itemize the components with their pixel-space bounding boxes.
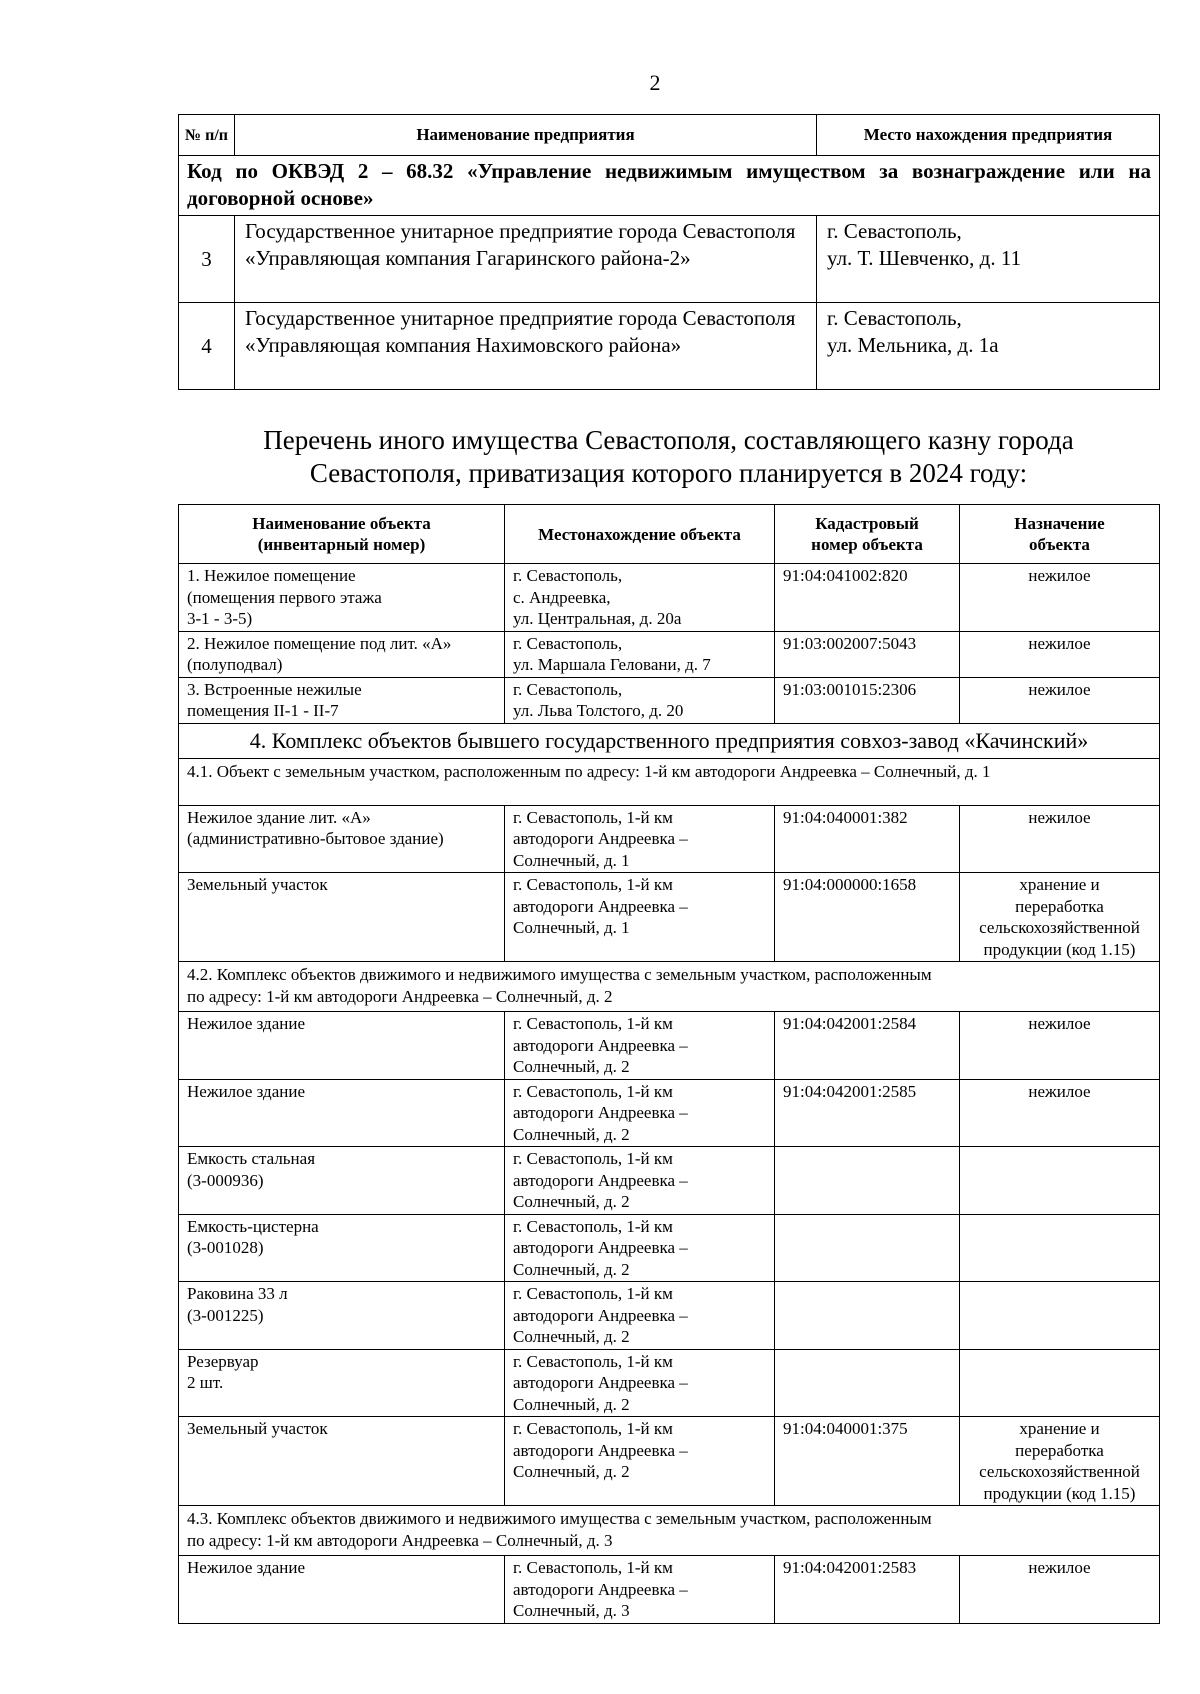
- object-purpose: [960, 677, 1160, 723]
- object-location-line: автодороги Андреевка –: [513, 1170, 688, 1190]
- property-list-title: [178, 424, 1159, 490]
- object-location-line: Солнечный, д. 2: [513, 1327, 630, 1346]
- object-name-line: (помещения первого этажа: [187, 587, 382, 607]
- header-object-location: Местонахождение объекта: [505, 505, 775, 564]
- object-location-line: г. Севастополь, 1-й км: [513, 1419, 673, 1438]
- object-location-line: г. Севастополь,: [513, 633, 623, 653]
- object-purpose: [960, 805, 1160, 873]
- enterprise-name: Государственное унитарное предприятие города Севастополя «Управляющая компания Гагаринского района-2»: [235, 216, 817, 303]
- table-row: [179, 1282, 1160, 1350]
- header-cadastral: [775, 505, 960, 564]
- object-name: [179, 1079, 505, 1147]
- object-purpose: [960, 1282, 1160, 1350]
- object-purpose-line: хранение и: [1019, 1419, 1100, 1438]
- object-name-line: 2. Нежилое помещение под лит. «А»: [187, 633, 452, 653]
- header-purpose: [960, 505, 1160, 564]
- okved-section-row: [179, 156, 1160, 216]
- object-name-line: 2 шт.: [187, 1373, 224, 1392]
- cadastral-number: 91:04:041002:820: [775, 564, 960, 632]
- object-name: [179, 564, 505, 632]
- subgroup-4-3-title: [179, 1506, 1160, 1556]
- cadastral-number: 91:04:042001:2584: [775, 1012, 960, 1080]
- enterprise-num: 3: [179, 216, 235, 303]
- cadastral-number: [775, 1147, 960, 1215]
- object-location-line: ул. Центральная, д. 20а: [513, 609, 682, 628]
- header-enterprise-name: Наименование предприятия: [235, 115, 817, 156]
- object-name-line: помещения II-1 - II-7: [187, 701, 339, 720]
- property-rows-main: [179, 564, 1160, 724]
- cadastral-number: 91:03:001015:2306: [775, 677, 960, 723]
- object-location: [505, 873, 775, 962]
- object-purpose-line: переработка: [1015, 896, 1104, 916]
- object-location-line: г. Севастополь, 1-й км: [513, 1284, 673, 1303]
- cadastral-number: 91:04:000000:1658: [775, 873, 960, 962]
- object-purpose: [960, 1214, 1160, 1282]
- object-name: [179, 1147, 505, 1215]
- cadastral-number: 91:03:002007:5043: [775, 631, 960, 677]
- object-name-line: Нежилое здание: [187, 1014, 305, 1033]
- object-location-line: г. Севастополь, 1-й км: [513, 807, 673, 827]
- object-location-line: ул. Льва Толстого, д. 20: [513, 701, 684, 720]
- table-row: [179, 303, 1160, 390]
- object-name-line: (3-001225): [187, 1305, 264, 1325]
- object-name-line: 3-1 - 3-5): [187, 609, 253, 628]
- cadastral-number: 91:04:040001:382: [775, 805, 960, 873]
- enterprise-table: [178, 114, 1160, 390]
- header-line: Кадастровый: [815, 514, 919, 533]
- object-purpose-line: нежилое: [1028, 679, 1091, 699]
- object-location-line: г. Севастополь, 1-й км: [513, 1351, 673, 1371]
- object-location-line: Солнечный, д. 2: [513, 1057, 630, 1076]
- object-location-line: Солнечный, д. 2: [513, 1462, 630, 1481]
- object-location-line: автодороги Андреевка –: [513, 1238, 688, 1257]
- object-location-line: с. Андреевка,: [513, 587, 611, 607]
- object-location: [505, 805, 775, 873]
- group-4-title: 4. Комплекс объектов бывшего государственного предприятия совхоз-завод «Качинский»: [179, 723, 1160, 758]
- object-location: [505, 631, 775, 677]
- table-row: [179, 1349, 1160, 1417]
- object-location-line: г. Севастополь, 1-й км: [513, 1081, 673, 1101]
- object-location-line: ул. Маршала Геловани, д. 7: [513, 655, 711, 674]
- subgroup-title-line: по адресу: 1-й км автодороги Андреевка – Солнечный, д. 3: [187, 1530, 613, 1550]
- object-location-line: Солнечный, д. 2: [513, 1192, 630, 1211]
- table-row: [179, 805, 1160, 873]
- object-purpose: [960, 1417, 1160, 1506]
- object-location-line: автодороги Андреевка –: [513, 829, 688, 848]
- subgroup-row: [179, 962, 1160, 1012]
- object-purpose-line: сельскохозяйственной: [979, 1462, 1140, 1481]
- header-line: Назначение: [1014, 514, 1105, 533]
- header-enterprise-location: Место нахождения предприятия: [817, 115, 1160, 156]
- object-location: [505, 1214, 775, 1282]
- object-name: [179, 1417, 505, 1506]
- enterprise-location: [817, 216, 1160, 303]
- header-line: номер объекта: [811, 535, 923, 554]
- table-row: [179, 873, 1160, 962]
- object-location: [505, 1556, 775, 1624]
- location-city: г. Севастополь,: [827, 219, 962, 243]
- table-row: [179, 1214, 1160, 1282]
- object-location-line: Солнечный, д. 3: [513, 1601, 630, 1620]
- object-location: [505, 1079, 775, 1147]
- cadastral-number: [775, 1349, 960, 1417]
- property-rows-4-2: [179, 1012, 1160, 1506]
- object-purpose: [960, 1349, 1160, 1417]
- object-purpose-line: продукции (код 1.15): [983, 939, 1136, 959]
- object-name: [179, 1214, 505, 1282]
- subgroup-row: [179, 758, 1160, 805]
- object-location-line: г. Севастополь, 1-й км: [513, 1558, 673, 1577]
- object-name: [179, 1012, 505, 1080]
- enterprise-location: [817, 303, 1160, 390]
- object-name-line: Резервуар: [187, 1351, 259, 1371]
- object-name-line: (3-001028): [187, 1238, 264, 1257]
- object-name-line: 3. Встроенные нежилые: [187, 679, 362, 699]
- object-name-line: Емкость стальная: [187, 1149, 316, 1168]
- cadastral-number: [775, 1214, 960, 1282]
- table-row: [179, 564, 1160, 632]
- cadastral-number: [775, 1282, 960, 1350]
- subgroup-title-line: по адресу: 1-й км автодороги Андреевка – Солнечный, д. 2: [187, 986, 613, 1006]
- object-name: [179, 873, 505, 962]
- header-line: объекта: [1029, 535, 1090, 554]
- object-location-line: автодороги Андреевка –: [513, 1103, 688, 1122]
- table-row: [179, 677, 1160, 723]
- object-location-line: автодороги Андреевка –: [513, 1440, 688, 1460]
- header-line: Наименование объекта: [252, 514, 431, 533]
- object-purpose-line: нежилое: [1028, 633, 1091, 653]
- object-location: [505, 1282, 775, 1350]
- object-purpose-line: сельскохозяйственной: [979, 918, 1140, 937]
- object-name-line: Земельный участок: [187, 1419, 328, 1438]
- object-purpose: [960, 564, 1160, 632]
- object-location-line: автодороги Андреевка –: [513, 1305, 688, 1325]
- object-location-line: г. Севастополь, 1-й км: [513, 1014, 673, 1033]
- object-location-line: Солнечный, д. 1: [513, 850, 630, 870]
- object-location-line: автодороги Андреевка –: [513, 1035, 688, 1055]
- object-purpose: [960, 1147, 1160, 1215]
- subgroup-4-2-title: [179, 962, 1160, 1012]
- object-location-line: г. Севастополь,: [513, 679, 623, 699]
- object-name-line: Емкость-цистерна: [187, 1216, 319, 1236]
- object-location: [505, 1349, 775, 1417]
- object-purpose: [960, 1079, 1160, 1147]
- object-location-line: Солнечный, д. 2: [513, 1124, 630, 1144]
- object-purpose-line: нежилое: [1028, 1081, 1091, 1101]
- property-list-title-line: Севастополя, приватизация которого планируется в 2024 году:: [309, 458, 1028, 488]
- object-location-line: Солнечный, д. 2: [513, 1259, 630, 1279]
- cadastral-number: 91:04:042001:2583: [775, 1556, 960, 1624]
- object-name-line: Нежилое здание лит. «А»: [187, 807, 371, 827]
- okved-section-title: Код по ОКВЭД 2 – 68.32 «Управление недвижимым имуществом за вознаграждение или на договорной основе»: [179, 156, 1160, 216]
- object-location-line: г. Севастополь,: [513, 566, 623, 585]
- object-location: [505, 1147, 775, 1215]
- property-rows-4-1: [179, 805, 1160, 962]
- object-purpose-line: хранение и: [1019, 875, 1100, 894]
- property-rows-4-3: [179, 1556, 1160, 1624]
- object-purpose: [960, 873, 1160, 962]
- object-name: [179, 805, 505, 873]
- location-street: ул. Мельника, д. 1а: [827, 333, 999, 357]
- group-row: [179, 723, 1160, 758]
- object-purpose-line: нежилое: [1028, 1014, 1091, 1033]
- object-purpose-line: нежилое: [1028, 807, 1091, 827]
- object-location-line: Солнечный, д. 2: [513, 1394, 630, 1414]
- table-row: [179, 1079, 1160, 1147]
- table-row: [179, 1556, 1160, 1624]
- enterprise-num: 4: [179, 303, 235, 390]
- table-row: [179, 1012, 1160, 1080]
- object-name-line: Нежилое здание: [187, 1081, 305, 1101]
- object-location-line: г. Севастополь, 1-й км: [513, 875, 673, 894]
- object-location: [505, 677, 775, 723]
- object-purpose: [960, 1556, 1160, 1624]
- header-num: № п/п: [179, 115, 235, 156]
- object-location: [505, 564, 775, 632]
- object-purpose: [960, 631, 1160, 677]
- object-name: [179, 1556, 505, 1624]
- object-name-line: (административно-бытовое здание): [187, 829, 444, 848]
- object-name-line: (3-000936): [187, 1170, 264, 1190]
- object-location-line: Солнечный, д. 1: [513, 918, 630, 937]
- object-location-line: автодороги Андреевка –: [513, 1373, 688, 1392]
- object-purpose-line: переработка: [1015, 1440, 1104, 1460]
- header-line: (инвентарный номер): [257, 535, 426, 554]
- object-name-line: Раковина 33 л: [187, 1284, 288, 1303]
- object-purpose-line: нежилое: [1028, 566, 1091, 585]
- enterprise-name: Государственное унитарное предприятие города Севастополя «Управляющая компания Нахимовского района»: [235, 303, 817, 390]
- object-name: [179, 677, 505, 723]
- enterprise-table-header: [179, 115, 1160, 156]
- object-name-line: 1. Нежилое помещение: [187, 566, 356, 585]
- location-street: ул. Т. Шевченко, д. 11: [827, 246, 1022, 270]
- object-location: [505, 1012, 775, 1080]
- cadastral-number: 91:04:042001:2585: [775, 1079, 960, 1147]
- object-name: [179, 1349, 505, 1417]
- table-row: [179, 1147, 1160, 1215]
- subgroup-row: [179, 1506, 1160, 1556]
- object-name: [179, 1282, 505, 1350]
- object-location-line: автодороги Андреевка –: [513, 1579, 688, 1599]
- object-name-line: Нежилое здание: [187, 1558, 305, 1577]
- object-purpose-line: нежилое: [1028, 1558, 1091, 1577]
- object-purpose: [960, 1012, 1160, 1080]
- table-row: [179, 216, 1160, 303]
- location-city: г. Севастополь,: [827, 306, 962, 330]
- object-name-line: Земельный участок: [187, 875, 328, 894]
- header-object-name: [179, 505, 505, 564]
- object-location: [505, 1417, 775, 1506]
- object-location-line: автодороги Андреевка –: [513, 896, 688, 916]
- property-table-header: [179, 505, 1160, 564]
- subgroup-title-line: 4.3. Комплекс объектов движимого и недвижимого имущества с земельным участком, расположенным: [187, 1509, 932, 1528]
- object-purpose-line: продукции (код 1.15): [983, 1483, 1136, 1503]
- subgroup-4-1-title: 4.1. Объект с земельным участком, расположенным по адресу: 1-й км автодороги Андреевка – Солнечный, д. 1: [179, 758, 1160, 805]
- object-location-line: г. Севастополь, 1-й км: [513, 1216, 673, 1236]
- property-list-title-line: Перечень иного имущества Севастополя, составляющего казну города: [263, 425, 1074, 455]
- object-location-line: г. Севастополь, 1-й км: [513, 1149, 673, 1168]
- object-name: [179, 631, 505, 677]
- object-name-line: (полуподвал): [187, 655, 283, 674]
- subgroup-title-line: 4.2. Комплекс объектов движимого и недвижимого имущества с земельным участком, расположенным: [187, 965, 932, 984]
- table-row: [179, 1417, 1160, 1506]
- page-number: 2: [649, 70, 661, 95]
- cadastral-number: 91:04:040001:375: [775, 1417, 960, 1506]
- property-table: [178, 504, 1160, 1624]
- table-row: [179, 631, 1160, 677]
